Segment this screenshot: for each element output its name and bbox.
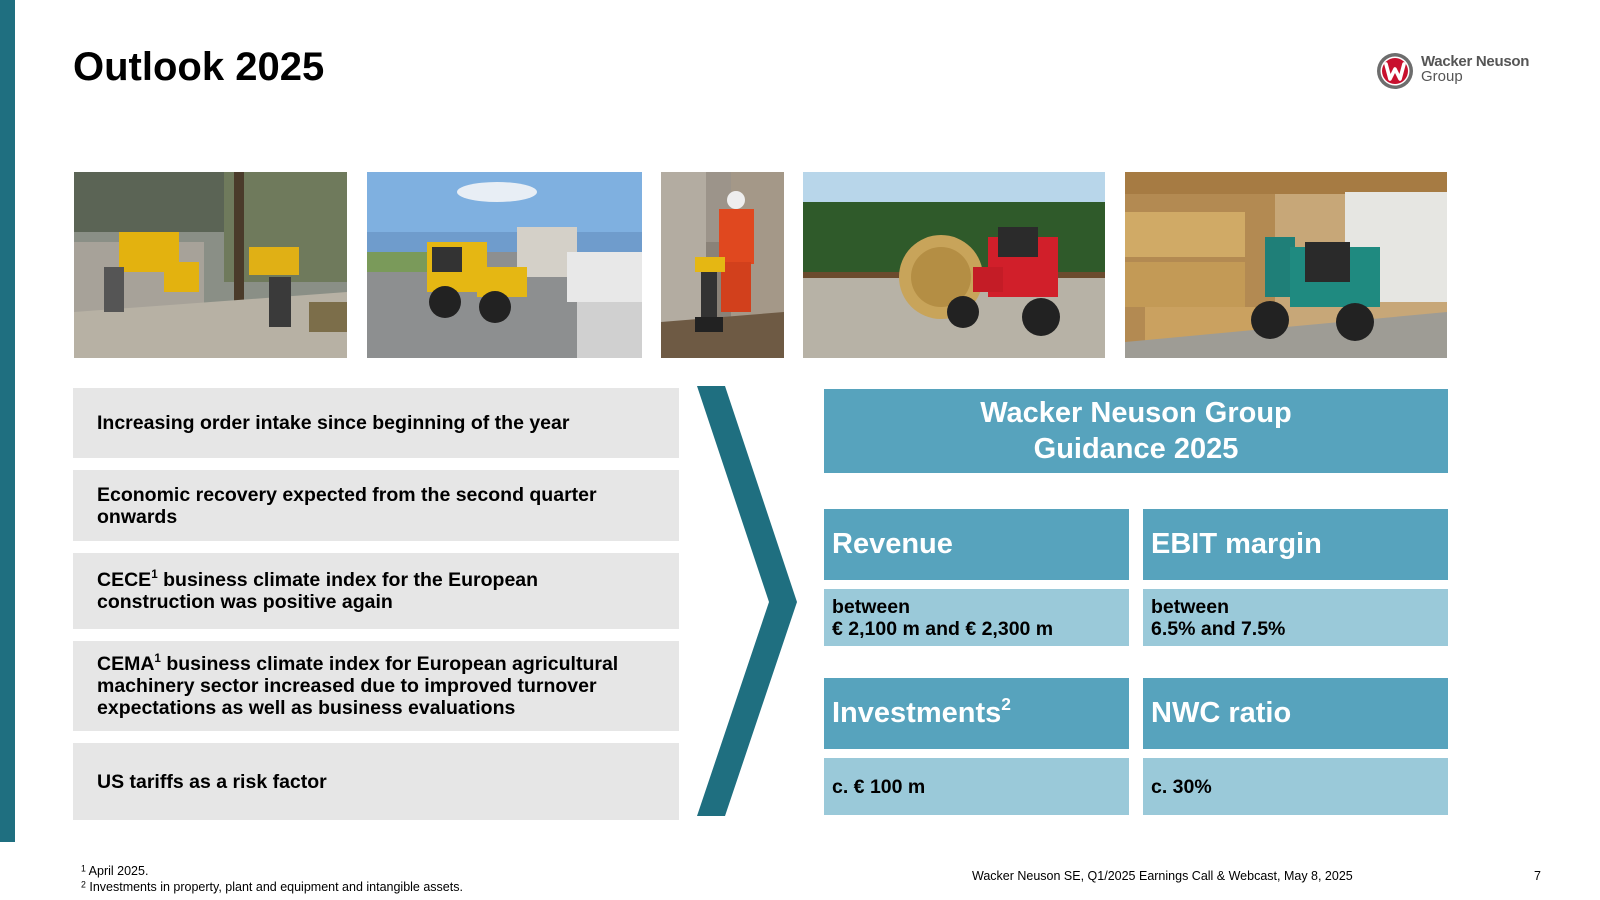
fact-order-intake bbox=[73, 388, 679, 458]
logo-brand-text: Wacker Neuson bbox=[1421, 53, 1530, 70]
revenue-label: Revenue bbox=[832, 528, 953, 560]
fact-cema-index bbox=[73, 641, 679, 731]
revenue-value-line2: € 2,100 m and € 2,300 m bbox=[832, 617, 1054, 640]
ebit-margin-value bbox=[1143, 589, 1448, 646]
fact-economic-recovery-text: Economic recovery expected from the second quarter onwards bbox=[97, 483, 597, 528]
ebit-margin-label: EBIT margin bbox=[1151, 528, 1322, 560]
revenue-value-line1: between bbox=[832, 595, 911, 618]
ebit-margin-header bbox=[1143, 509, 1448, 580]
footnote-1: $^1$ April 2025. bbox=[81, 863, 149, 878]
revenue-header bbox=[824, 509, 1129, 580]
photo-electric-loader-barn bbox=[1125, 172, 1447, 358]
ebit-margin-value-line2: 6.5% and 7.5% bbox=[1151, 617, 1286, 640]
ebit-margin-value-line1: between bbox=[1151, 595, 1230, 618]
fact-cece-text: CECE$^1$ business climate index for the European construction was positive again bbox=[97, 567, 539, 613]
nwc-ratio-value bbox=[1143, 758, 1448, 815]
fact-cece-index bbox=[73, 553, 679, 629]
fact-us-tariffs bbox=[73, 743, 679, 820]
page-number: 7 bbox=[1534, 869, 1541, 883]
guidance-title-line1: Wacker Neuson Group bbox=[980, 397, 1292, 429]
fact-order-intake-text: Increasing order intake since beginning of the year bbox=[97, 412, 570, 434]
nwc-ratio-header bbox=[1143, 678, 1448, 749]
photo-excavator-street bbox=[74, 172, 347, 358]
fact-economic-recovery bbox=[73, 470, 679, 541]
photo-red-loader-hay bbox=[803, 172, 1105, 358]
fact-cema-text: CEMA$^1$ business climate index for European agricultural machinery sector increased due to improved turnover expectations as well as business evaluations bbox=[97, 651, 619, 719]
investments-header bbox=[824, 678, 1129, 749]
guidance-header bbox=[824, 389, 1448, 473]
investments-label: Investments$^2$ bbox=[832, 693, 1011, 729]
nwc-ratio-value-text: c. 30% bbox=[1151, 775, 1212, 798]
company-logo bbox=[1376, 52, 1556, 92]
photo-rammer-worker bbox=[661, 172, 784, 358]
wacker-neuson-logo-icon bbox=[1376, 52, 1414, 90]
fact-us-tariffs-text: US tariffs as a risk factor bbox=[97, 770, 327, 793]
investments-value bbox=[824, 758, 1129, 815]
nwc-ratio-label: NWC ratio bbox=[1151, 697, 1292, 729]
investments-value-text: c. € 100 m bbox=[832, 775, 926, 798]
guidance-title-line2: Guidance 2025 bbox=[1033, 433, 1239, 465]
logo-group-text: Group bbox=[1421, 68, 1463, 85]
revenue-value bbox=[824, 589, 1129, 646]
chevron-arrow-icon bbox=[697, 386, 797, 816]
page-title: Outlook 2025 bbox=[73, 45, 325, 89]
left-accent-bar bbox=[0, 0, 15, 842]
footer-source: Wacker Neuson SE, Q1/2025 Earnings Call & Webcast, May 8, 2025 bbox=[972, 869, 1353, 883]
photo-wheel-loader-truck bbox=[367, 172, 642, 358]
footnote-2: $^2$ Investments in property, plant and equipment and intangible assets. bbox=[81, 879, 463, 894]
